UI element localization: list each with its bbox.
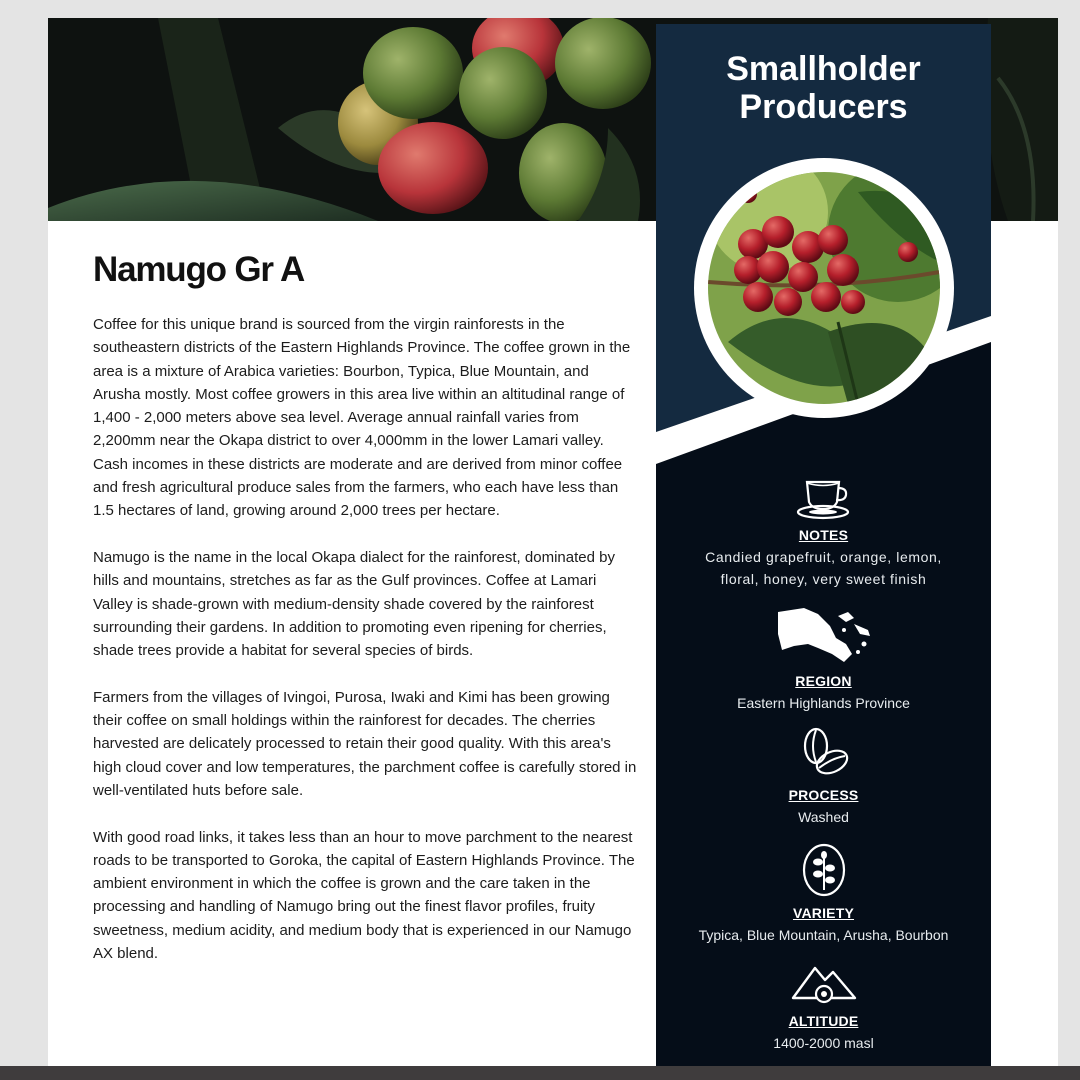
panel-title-line: Producers xyxy=(739,88,908,126)
attribute-value: Eastern Highlands Province xyxy=(737,695,910,711)
plant-icon xyxy=(799,842,849,898)
attribute-value: Candied grapefruit, orange, lemon, xyxy=(705,549,942,565)
attribute-label: ALTITUDE xyxy=(788,1013,859,1029)
coffee-beans-icon xyxy=(794,726,854,780)
cherry-photo-badge xyxy=(694,158,954,418)
attribute-variety xyxy=(656,842,991,946)
attribute-label: REGION xyxy=(795,673,852,689)
attribute-value: Typica, Blue Mountain, Arusha, Bourbon xyxy=(698,927,949,943)
attribute-altitude xyxy=(656,962,991,1054)
panel-title xyxy=(656,50,991,126)
description-paragraph: Farmers from the villages of Ivingoi, Purosa, Iwaki and Kimi has been growing their coffee on small holdings within the rainforest for decades. The cherries harvested are delicately processed to retain their good quality. With this area's high cloud cover and low temperatures, the parchment coffee is carefully stored in well-ventilated huts before sale. xyxy=(93,688,637,799)
producer-info-panel xyxy=(656,24,991,1066)
coffee-cup-icon xyxy=(794,476,854,520)
description xyxy=(93,313,638,989)
attribute-value: 1400-2000 masl xyxy=(773,1035,874,1051)
attribute-label: NOTES xyxy=(798,527,849,543)
panel-title-line: Smallholder xyxy=(726,50,921,88)
bottom-bar xyxy=(0,1066,1080,1080)
attribute-label: VARIETY xyxy=(792,905,855,921)
attribute-label: PROCESS xyxy=(788,787,859,803)
description-paragraph: Namugo is the name in the local Okapa dialect for the rainforest, dominated by hills and mountains, stretches as far as the Gulf provinces. Coffee at Lamari Valley is shade-grown with medium-density shade covered by the rainforest surrounding their gardens. In addition to promoting even ripening for cherries, shade trees provide a habitat for several species of birds. xyxy=(93,548,615,660)
attribute-region xyxy=(656,604,991,714)
description-paragraph: Coffee for this unique brand is sourced from the virgin rainforests in the southeastern districts of the Eastern Highlands Province. The coffee grown in the area is a mixture of Arabica varieties: Bourbon, Typica, Blue Mountain, and Arusha mostly. Most coffee growers in this area live within an altitudinal range of 1,400 - 2,000 meters above sea level. Average annual rainfall varies from 2,200mm near the Okapa district to over 4,000mm in the lower Lamari valley. Cash incomes in these districts are moderate and are derived from minor coffee and fresh agricultural produce sales from the farmers, who each have less than 1.5 hectares of land, growing around 2,000 trees per hectare. xyxy=(93,316,631,520)
attribute-value: floral, honey, very sweet finish xyxy=(720,571,927,587)
product-sheet xyxy=(48,18,1058,1066)
attribute-notes xyxy=(656,476,991,590)
attribute-process xyxy=(656,726,991,828)
mountain-icon xyxy=(789,962,859,1006)
page-title: Namugo Gr A xyxy=(93,250,305,289)
attribute-value: Washed xyxy=(798,809,849,825)
description-paragraph: With good road links, it takes less than an hour to move parchment to the nearest roads to be transported to Goroka, the capital of Eastern Highlands Province. The ambient environment in which the coffee is grown and the care taken in the processing and handling of Namugo bring out the finest flavor profiles, fruity sweetness, medium acidity, and medium body that is experienced in our Namugo AX blend. xyxy=(93,828,635,963)
map-icon xyxy=(774,604,874,666)
